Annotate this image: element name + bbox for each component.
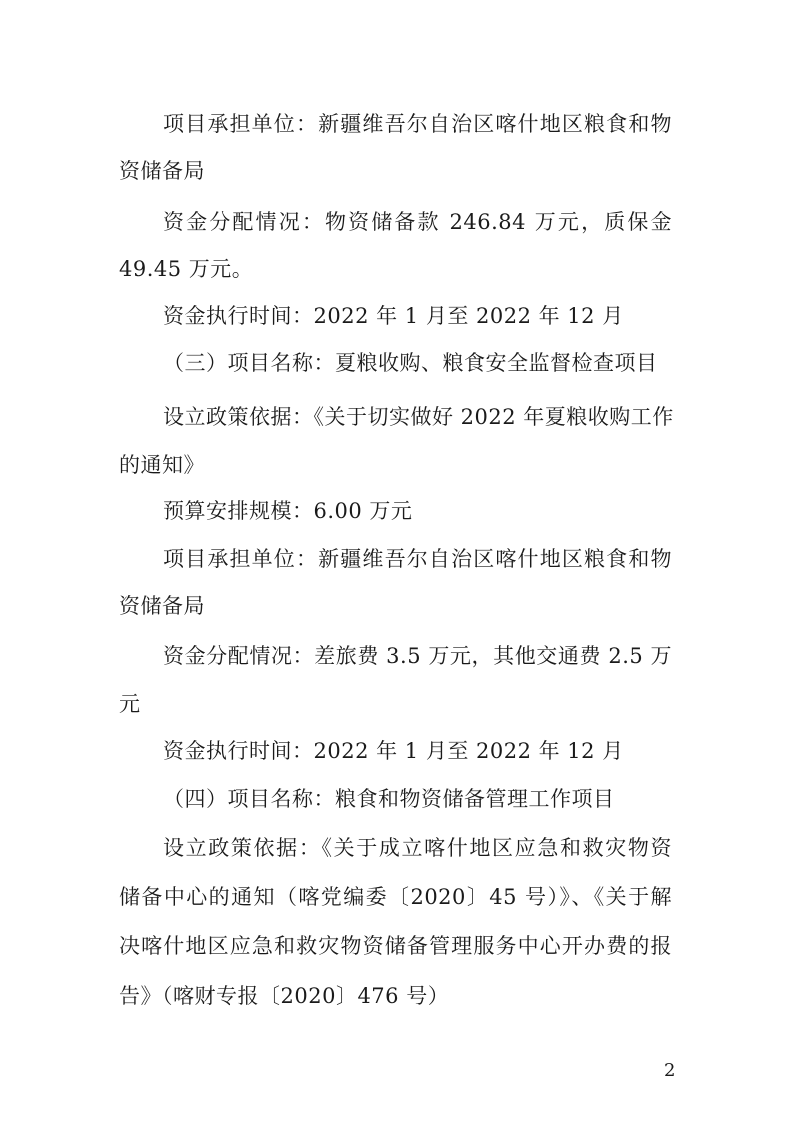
text-line: 设立政策依据：《关于成立喀什地区应急和救灾物资 bbox=[163, 836, 672, 860]
text-line: 设立政策依据：《关于切实做好 2022 年夏粮收购工作 bbox=[163, 405, 674, 429]
text-line: 49.45 万元。 bbox=[119, 257, 254, 281]
text-line: 的通知》 bbox=[119, 453, 205, 477]
text-line: 告》（喀财专报〔2020〕476 号） bbox=[119, 984, 450, 1008]
text-line: 元 bbox=[119, 692, 141, 716]
text-line: 预算安排规模：6.00 万元 bbox=[163, 499, 413, 523]
text-line: 资金分配情况：差旅费 3.5 万元，其他交通费 2.5 万 bbox=[163, 644, 672, 668]
text-line: 资金执行时间：2022 年 1 月至 2022 年 12 月 bbox=[163, 304, 624, 328]
section-heading: （三）项目名称：夏粮收购、粮食安全监督检查项目 bbox=[163, 351, 658, 375]
text-line: 资储备局 bbox=[119, 159, 205, 183]
text-line: 资储备局 bbox=[119, 594, 205, 618]
text-line: 项目承担单位：新疆维吾尔自治区喀什地区粮食和物 bbox=[163, 547, 672, 571]
text-line: 决喀什地区应急和救灾物资储备管理服务中心开办费的报 bbox=[119, 934, 672, 958]
text-line: 储备中心的通知（喀党编委〔2020〕45 号）》、《关于解 bbox=[119, 885, 672, 909]
text-line: 项目承担单位：新疆维吾尔自治区喀什地区粮食和物 bbox=[163, 112, 672, 136]
text-line: 资金执行时间：2022 年 1 月至 2022 年 12 月 bbox=[163, 739, 624, 763]
text-line: 资金分配情况：物资储备款 246.84 万元，质保金 bbox=[163, 210, 672, 234]
page-number: 2 bbox=[664, 1060, 676, 1081]
section-heading: （四）项目名称：粮食和物资储备管理工作项目 bbox=[163, 787, 615, 811]
